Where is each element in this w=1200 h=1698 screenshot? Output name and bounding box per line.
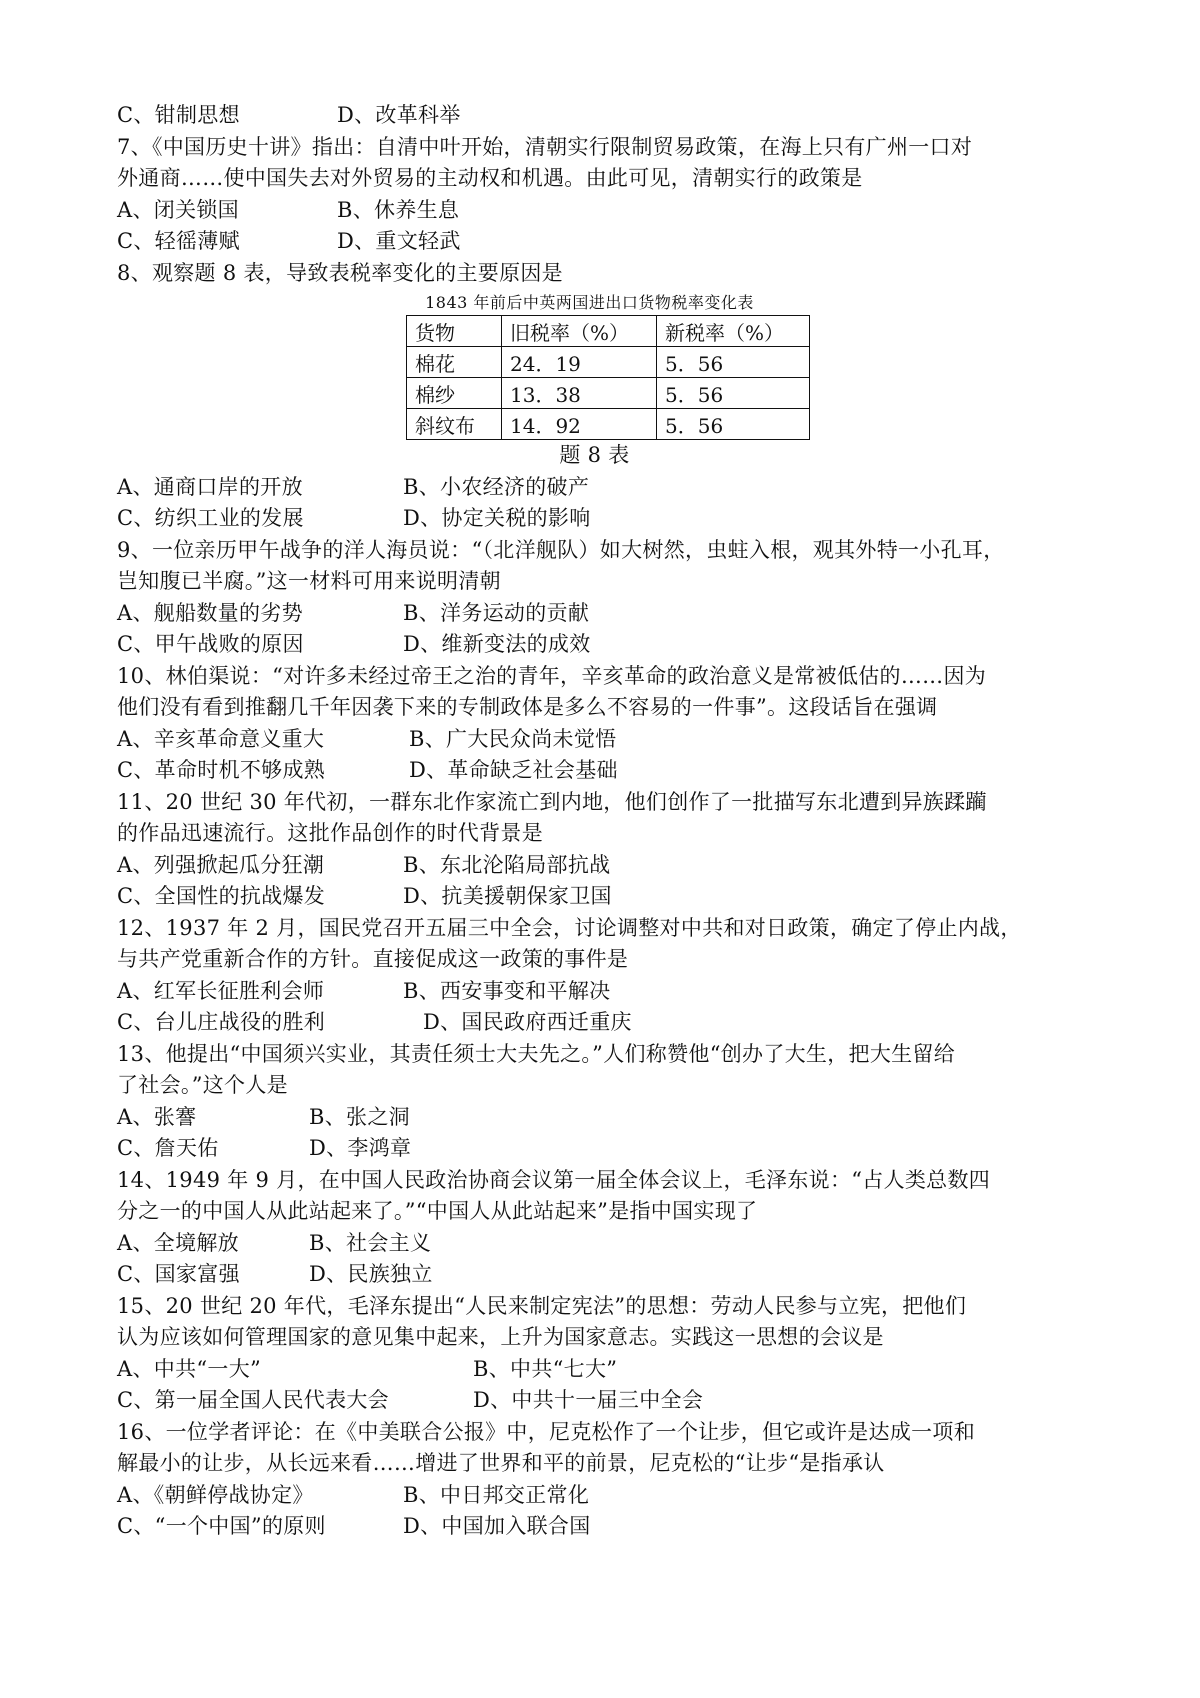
options-line: [117, 724, 1102, 756]
options-line: [117, 1007, 1102, 1039]
option-d: D、改革科举: [337, 103, 461, 127]
option-b: B、社会主义: [309, 1230, 432, 1255]
question-15-text: 15、20 世纪 20 年代，毛泽东提出“人民来制定宪法”的思想：劳动人民参与立宪，把他们: [117, 1293, 967, 1318]
table-cell: 5．56: [657, 378, 810, 409]
options-line: [117, 850, 1102, 882]
question-12-text: 12、1937 年 2 月，国民党召开五届三中全会，讨论调整对中共和对日政策，确定了停止内战，: [117, 915, 1022, 940]
option-d: D、中国加入联合国: [403, 1514, 591, 1538]
question-14-text-cont: 分之一的中国人从此站起来了。”“中国人从此站起来”是指中国实现了: [117, 1199, 758, 1223]
table-row: [407, 347, 810, 378]
option-b: B、洋务运动的贡献: [403, 600, 590, 625]
option-a: A、辛亥革命意义重大: [117, 726, 325, 751]
option-d: D、民族独立: [309, 1262, 433, 1286]
question-11-text: 11、20 世纪 30 年代初，一群东北作家流亡到内地，他们创作了一批描写东北遭到异族蹂躏: [117, 789, 987, 814]
table-cell: 5．56: [657, 409, 810, 440]
option-c: C、轻徭薄赋: [117, 229, 240, 253]
options-line: [117, 755, 1102, 787]
option-a: A、通商口岸的开放: [117, 474, 303, 499]
option-d: D、中共十一届三中全会: [473, 1388, 704, 1412]
question-16-text: 16、一位学者评论：在《中美联合公报》中，尼克松作了一个让步，但它或许是达成一项和: [117, 1419, 976, 1444]
question-10-text: 10、林伯渠说：“对许多未经过帝王之治的青年，辛亥革命的政治意义是常被低估的……因为: [117, 663, 987, 688]
table-header-cell: 旧税率（%）: [502, 316, 657, 347]
option-c: C、国家富强: [117, 1262, 240, 1286]
table-header-cell: 新税率（%）: [657, 316, 810, 347]
option-d: D、革命缺乏社会基础: [409, 758, 618, 782]
table-cell: 斜纹布: [407, 409, 502, 440]
options-line: [117, 1228, 1102, 1260]
option-d: D、抗美援朝保家卫国: [403, 884, 612, 908]
option-d: D、维新变法的成效: [403, 632, 591, 656]
table-header-row: [407, 316, 810, 347]
option-b: B、广大民众尚未觉悟: [409, 726, 617, 751]
options-line: [117, 1102, 1102, 1134]
question-15-text-cont: 认为应该如何管理国家的意见集中起来，上升为国家意志。实践这一思想的会议是: [117, 1325, 884, 1349]
table-cell: 5．56: [657, 347, 810, 378]
option-c: C、全国性的抗战爆发: [117, 884, 326, 908]
table-label: 题 8 表: [559, 443, 630, 467]
options-line: [117, 1480, 1102, 1512]
exam-page: [117, 100, 1102, 1543]
option-d: D、国民政府西迁重庆: [423, 1010, 632, 1034]
option-b: B、小农经济的破产: [403, 474, 590, 499]
table-row: [407, 378, 810, 409]
options-line: [117, 1133, 1102, 1165]
option-d: D、协定关税的影响: [403, 506, 591, 530]
options-line: [117, 195, 1102, 227]
options-line: [117, 226, 1102, 258]
question-14-text: 14、1949 年 9 月，在中国人民政治协商会议第一届全体会议上，毛泽东说：“占人类总数四: [117, 1167, 991, 1192]
table-cell: 棉花: [407, 347, 502, 378]
question-7-text-cont: 外通商……使中国失去对外贸易的主动权和机遇。由此可见，清朝实行的政策是: [117, 166, 863, 190]
option-a: A、中共“一大”: [117, 1356, 262, 1381]
table-row: [407, 409, 810, 440]
option-c: C、甲午战败的原因: [117, 632, 304, 656]
option-b: B、中日邦交正常化: [403, 1482, 590, 1507]
options-line: [117, 100, 1102, 132]
options-line: [117, 503, 1102, 535]
question-9-text-cont: 岂知腹已半腐。”这一材料可用来说明清朝: [117, 569, 501, 593]
options-line: [117, 1385, 1102, 1417]
question-13-text-cont: 了社会。”这个人是: [117, 1073, 288, 1097]
option-a: A、《朝鲜停战协定》: [117, 1482, 314, 1507]
option-a: A、全境解放: [117, 1230, 239, 1255]
question-9-text: 9、一位亲历甲午战争的洋人海员说：“（北洋舰队）如大树然，虫蛀入根，观其外特一小孔耳，: [117, 537, 1005, 562]
option-c: C、台儿庄战役的胜利: [117, 1010, 326, 1034]
options-line: [117, 629, 1102, 661]
question-8-text: 8、观察题 8 表，导致表税率变化的主要原因是: [117, 260, 563, 285]
question-13-text: 13、他提出“中国须兴实业，其责任须士大夫先之。”人们称赞他“创办了大生，把大生留给: [117, 1041, 956, 1066]
table-cell: 24．19: [502, 347, 657, 378]
option-b: B、西安事变和平解决: [403, 978, 611, 1003]
options-line: [117, 881, 1102, 913]
table-caption: 1843 年前后中英两国进出口货物税率变化表: [425, 293, 754, 312]
option-a: A、红军长征胜利会师: [117, 978, 325, 1003]
option-c: C、詹天佑: [117, 1136, 219, 1160]
option-c: C、纺织工业的发展: [117, 506, 304, 530]
question-12-text-cont: 与共产党重新合作的方针。直接促成这一政策的事件是: [117, 947, 629, 971]
question-16-text-cont: 解最小的让步，从长远来看……增进了世界和平的前景，尼克松的“让步“是指承认: [117, 1451, 885, 1475]
options-line: [117, 1511, 1102, 1543]
table-header-cell: 货物: [407, 316, 502, 347]
option-d: D、重文轻武: [337, 229, 461, 253]
table-cell: 13．38: [502, 378, 657, 409]
option-a: A、张謇: [117, 1104, 197, 1129]
option-c: C、第一届全国人民代表大会: [117, 1388, 389, 1412]
option-b: B、休养生息: [337, 197, 460, 222]
option-b: B、东北沦陷局部抗战: [403, 852, 611, 877]
options-line: [117, 1259, 1102, 1291]
options-line: [117, 598, 1102, 630]
question-7-text: 7、《中国历史十讲》指出：自清中叶开始，清朝实行限制贸易政策，在海上只有广州一口对: [117, 134, 973, 159]
tax-rate-table: [406, 315, 810, 440]
option-a: A、舰船数量的劣势: [117, 600, 303, 625]
table-cell: 14．92: [502, 409, 657, 440]
options-line: [117, 472, 1102, 504]
question-11-text-cont: 的作品迅速流行。这批作品创作的时代背景是: [117, 821, 543, 845]
options-line: [117, 1354, 1102, 1386]
option-c: C、“一个中国”的原则: [117, 1514, 326, 1538]
option-c: C、革命时机不够成熟: [117, 758, 326, 782]
option-d: D、李鸿章: [309, 1136, 412, 1160]
option-a: A、列强掀起瓜分狂潮: [117, 852, 325, 877]
option-b: B、中共“七大”: [473, 1356, 618, 1381]
option-c: C、钳制思想: [117, 103, 240, 127]
options-line: [117, 976, 1102, 1008]
question-10-text-cont: 他们没有看到推翻几千年因袭下来的专制政体是多么不容易的一件事”。这段话旨在强调: [117, 695, 938, 719]
option-a: A、闭关锁国: [117, 197, 239, 222]
table-cell: 棉纱: [407, 378, 502, 409]
option-b: B、张之洞: [309, 1104, 410, 1129]
